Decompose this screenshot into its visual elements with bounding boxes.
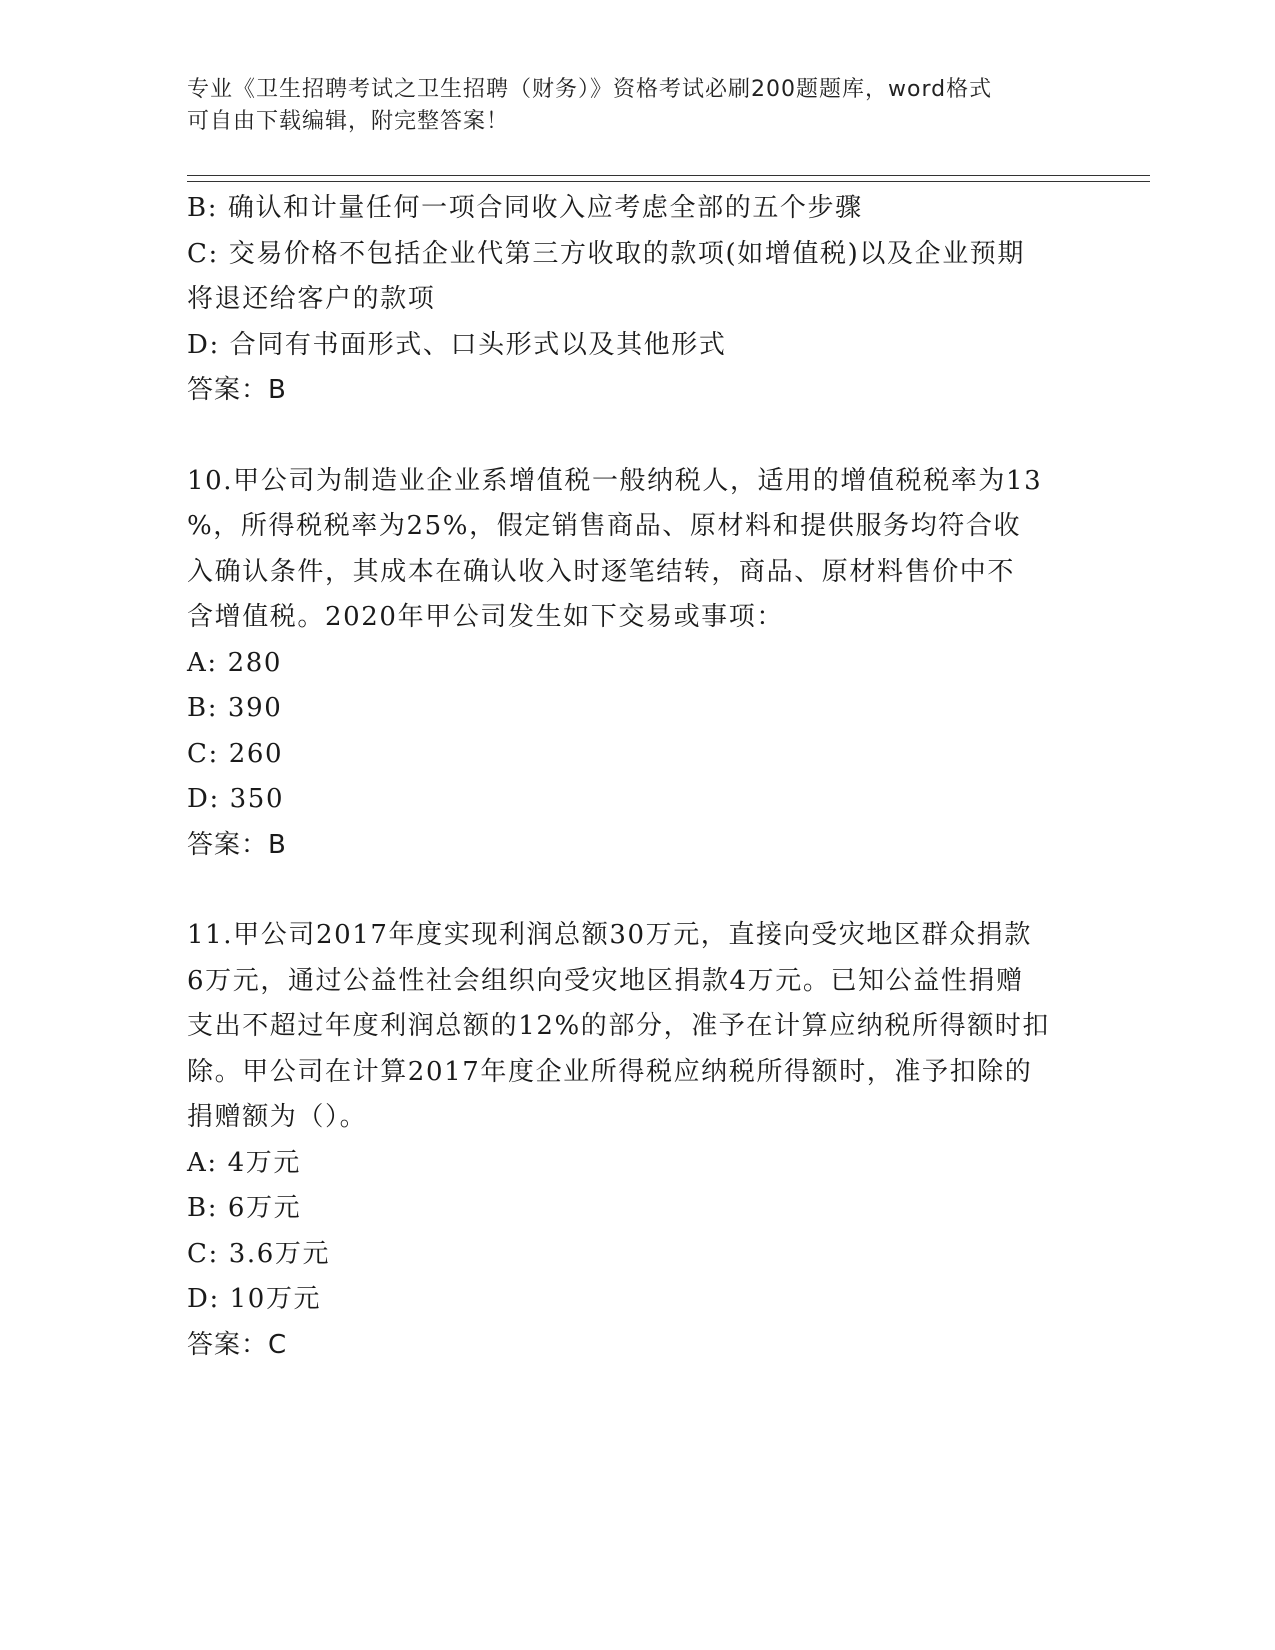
spacer [187, 868, 1087, 913]
header-line-1: 专业《卫生招聘考试之卫生招聘（财务）》资格考试必刷200题题库，word格式 [187, 77, 993, 102]
question-stem-line: 入确认条件，其成本在确认收入时逐笔结转，商品、原材料售价中不 [187, 556, 1016, 587]
option-d: D: 10万元 [187, 1284, 322, 1314]
option-line: D: 合同有书面形式、口头形式以及其他形式 [187, 329, 727, 360]
option-a: A: 280 [187, 647, 283, 678]
option-line: C: 交易价格不包括企业代第三方收取的款项(如增值税)以及企业预期 [187, 238, 1026, 269]
option-line: B: 确认和计量任何一项合同收入应考虑全部的五个步骤 [187, 193, 863, 223]
option-a: A: 4万元 [187, 1147, 301, 1178]
question-stem-line: 含增值税。2020年甲公司发生如下交易或事项： [187, 602, 784, 632]
document-body [187, 186, 1087, 1368]
option-b: B: 390 [187, 693, 283, 723]
option-b: B: 6万元 [187, 1193, 302, 1223]
header-divider-top [187, 175, 1150, 176]
question-stem-line: 除。甲公司在计算2017年度企业所得税应纳税所得额时，准予扣除的 [187, 1056, 1033, 1087]
header-line-2: 可自由下载编辑，附完整答案！ [187, 109, 510, 134]
answer-line: 答案：B [187, 829, 287, 860]
answer-line: 答案：B [187, 375, 287, 405]
option-c: C: 3.6万元 [187, 1238, 331, 1269]
answer-line: 答案：C [187, 1329, 288, 1360]
question-9-tail [187, 186, 1087, 414]
header-divider-bottom [187, 181, 1150, 182]
spacer [187, 414, 1087, 459]
question-stem-line: 捐赠额为（）。 [187, 1102, 368, 1132]
question-stem-line: %，所得税税率为25%，假定销售商品、原材料和提供服务均符合收 [187, 511, 1022, 541]
question-10 [187, 459, 1087, 869]
question-stem-line: 支出不超过年度利润总额的12%的部分，准予在计算应纳税所得额时扣 [187, 1011, 1050, 1041]
question-11 [187, 913, 1087, 1368]
option-c: C: 260 [187, 738, 284, 769]
question-stem-line: 6万元，通过公益性社会组织向受灾地区捐款4万元。已知公益性捐赠 [187, 965, 1024, 996]
document-header [187, 74, 1067, 138]
option-d: D: 350 [187, 784, 285, 814]
option-line-continued: 将退还给客户的款项 [187, 284, 436, 314]
question-stem-line: 11.甲公司2017年度实现利润总额30万元，直接向受灾地区群众捐款 [187, 920, 1033, 950]
question-stem-line: 10.甲公司为制造业企业系增值税一般纳税人，适用的增值税税率为13 [187, 465, 1043, 496]
